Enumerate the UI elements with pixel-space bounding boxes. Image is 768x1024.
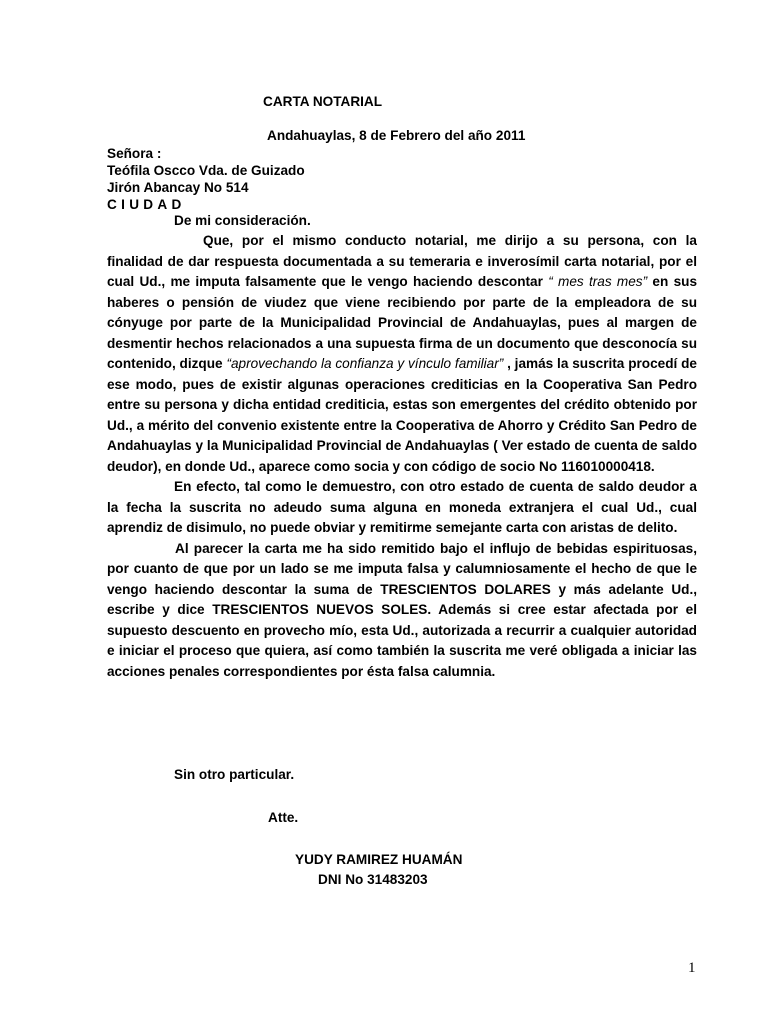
letter-title: CARTA NOTARIAL [263,94,383,109]
paragraph-1-text-b: en sus haberes o pensión de viudez que viene recibiendo por parte de la empleadora de su cónyuge por parte de la Municipalidad Provincial de Andahuaylas, pues al margen de desmentir hechos relacionados a una supuesta firma de un documento que desconocía su contenido, dizque [107,274,698,371]
signer-dni: DNI No 31483203 [318,872,428,887]
paragraph-2: En efecto, tal como le demuestro, con otro estado de cuenta de saldo deudor a la fecha la suscrita no adeudo suma alguna en moneda extranjera el cual Ud., cual aprendiz de disimulo, no puede obviar y remitirme semejante carta con aristas de delito. [107,479,697,535]
recipient-name: Teófila Oscco Vda. de Guizado [107,163,305,178]
recipient-city: CIUDAD [107,197,186,212]
signer-name: YUDY RAMIREZ HUAMÁN [295,852,463,867]
recipient-block [107,145,305,213]
quote-mes-tras-mes: “ mes tras mes” [548,274,648,289]
recipient-address: Jirón Abancay No 514 [107,180,249,195]
letter-body [107,231,697,682]
page-number: 1 [688,960,696,976]
paragraph-3: Al parecer la carta me ha sido remitido bajo el influjo de bebidas espirituosas, por cuanto de que por un lado se me imputa falsa y calumniosamente el hecho de que le vengo haciendo descontar la suma de TRESCIENTOS DOLARES y más adelante Ud., escribe y dice TRESCIENTOS NUEVOS SOLES. Además si cree estar afectada por el supuesto descuento en provecho mío, esta Ud., autorizada a recurrir a cualquier autoridad e iniciar el proceso que quiera, así como también la suscrita me veré obligada a iniciar las acciones penales correspondientes por ésta falsa calumnia. [107,540,697,679]
closing-phrase: Sin otro particular. [174,767,295,782]
paragraph-1-text-c: , jamás la suscrita procedí de ese modo, pues de existir algunas operaciones crediticias en la Cooperativa San Pedro entre su persona y dicha entidad crediticia, estas son emergentes del crédito obtenido por Ud., a mérito del convenio existente entre la Cooperativa de Ahorro y Crédito San Pedro de Andahuaylas y la Municipalidad Provincial de Andahuaylas ( Ver estado de cuenta de saldo deudor), en donde Ud., aparece como socia y con código de socio No 116010000418. [107,356,697,474]
paragraph-1 [107,231,697,477]
date-line: Andahuaylas, 8 de Febrero del año 2011 [267,128,526,143]
atte: Atte. [268,810,299,825]
paragraph-1-text-a: Que, por el mismo conducto notarial, me dirijo a su persona, con la finalidad de dar respuesta documentada a su temeraria e inverosímil carta notarial, por el cual Ud., me imputa falsamente que le vengo haciendo descontar [107,233,697,289]
salutation: Señora : [107,146,162,161]
greeting: De mi consideración. [174,213,311,228]
quote-confianza: “aprovechando la confianza y vínculo familiar” [226,356,504,371]
